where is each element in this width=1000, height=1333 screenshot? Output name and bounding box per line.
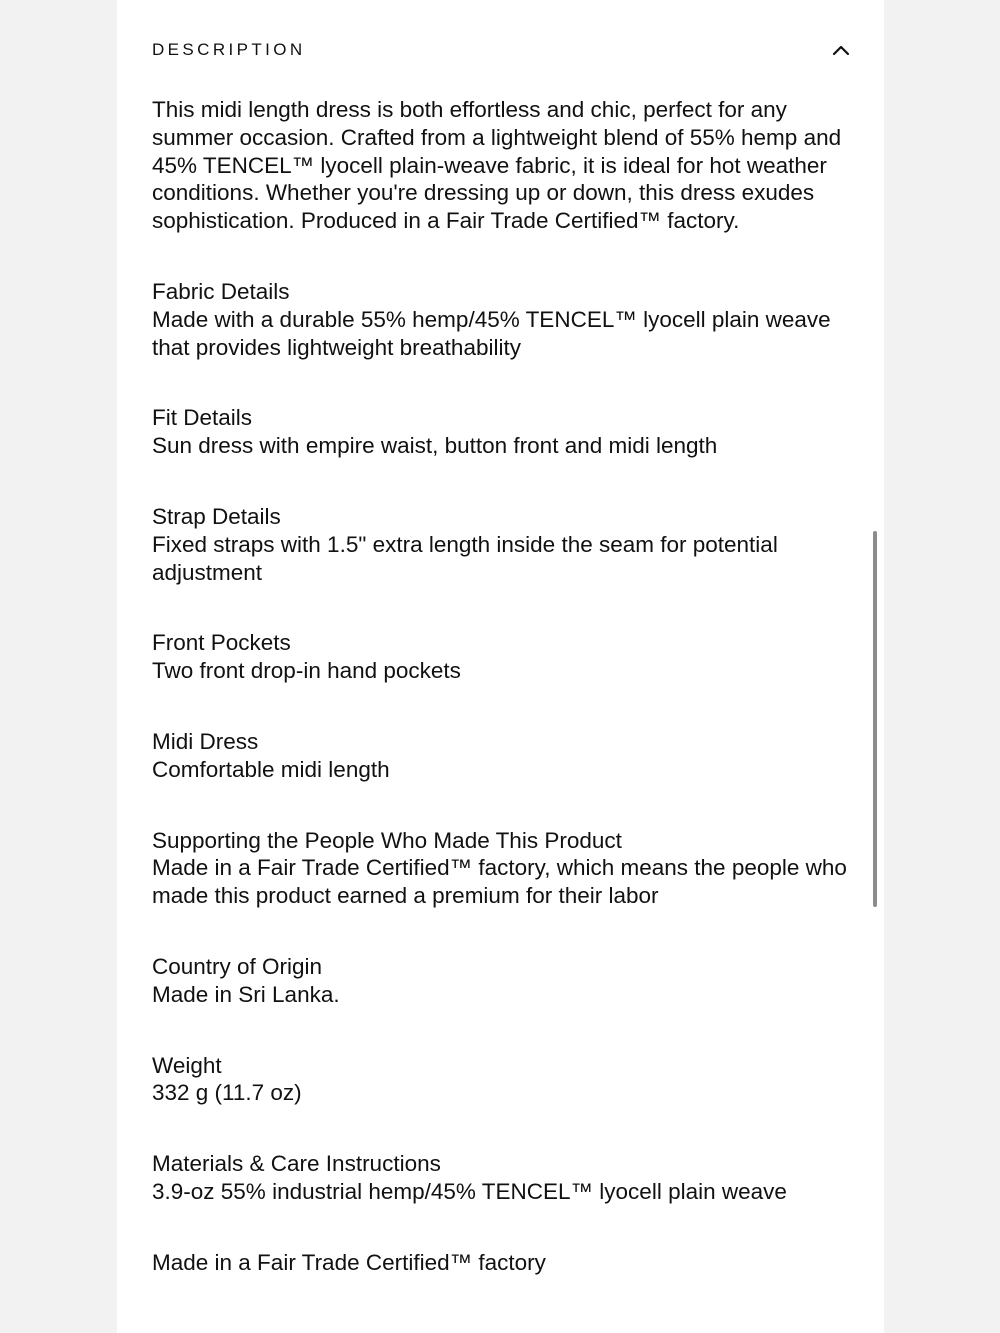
section-body: Made with a durable 55% hemp/45% TENCEL™ lyocell plain weave that provides lightweight breathability [152, 306, 831, 360]
section-title: Front Pockets [152, 630, 291, 656]
section-title: Country of Origin [152, 953, 323, 979]
section-title: Strap Details [152, 503, 281, 529]
section-title: Fit Details [152, 405, 253, 431]
chevron-up-icon[interactable] [831, 40, 851, 60]
section-country-of-origin [152, 953, 862, 1009]
section-title: Materials & Care Instructions [152, 1151, 441, 1177]
section-body: Fixed straps with 1.5" extra length inside the seam for potential adjustment [152, 531, 778, 585]
section-midi-dress [152, 728, 862, 784]
section-materials-care [152, 1150, 862, 1206]
section-weight [152, 1052, 862, 1108]
scrollbar-thumb[interactable] [873, 531, 877, 907]
section-body: Made in Sri Lanka. [152, 981, 340, 1007]
section-body: Two front drop-in hand pockets [152, 658, 461, 684]
section-body: 3.9-oz 55% industrial hemp/45% TENCEL™ lyocell plain weave [152, 1178, 787, 1204]
section-title: Midi Dress [152, 728, 259, 754]
section-title: Fabric Details [152, 278, 290, 304]
section-body: Comfortable midi length [152, 756, 390, 782]
section-title: Made in a Fair Trade Certified™ factory [152, 1249, 546, 1275]
section-title: Weight [152, 1052, 222, 1078]
section-fabric-details [152, 278, 862, 361]
description-intro: This midi length dress is both effortless and chic, perfect for any summer occasion. Crafted from a lightweight blend of 55% hemp and 45% TENCEL™ lyocell plain-weave fabric, it is ideal for hot weather conditions. Whether you're dressing up or down, this dress exudes sophistication. Produced in a Fair Trade Certified™ factory. [152, 97, 842, 234]
section-body: 332 g (11.7 oz) [152, 1080, 302, 1106]
section-fit-details [152, 404, 862, 460]
section-strap-details [152, 503, 862, 586]
section-body: Sun dress with empire waist, button front and midi length [152, 433, 718, 459]
description-content [152, 96, 862, 1320]
section-supporting-people [152, 827, 862, 910]
section-fair-trade-factory [152, 1249, 862, 1277]
section-front-pockets [152, 629, 862, 685]
section-body: Made in a Fair Trade Certified™ factory, which means the people who made this product earned a premium for their labor [152, 855, 847, 909]
product-description-panel [117, 0, 884, 1333]
description-accordion-header[interactable] [152, 30, 852, 70]
section-title: Supporting the People Who Made This Product [152, 827, 622, 853]
description-title: DESCRIPTION [152, 40, 306, 59]
